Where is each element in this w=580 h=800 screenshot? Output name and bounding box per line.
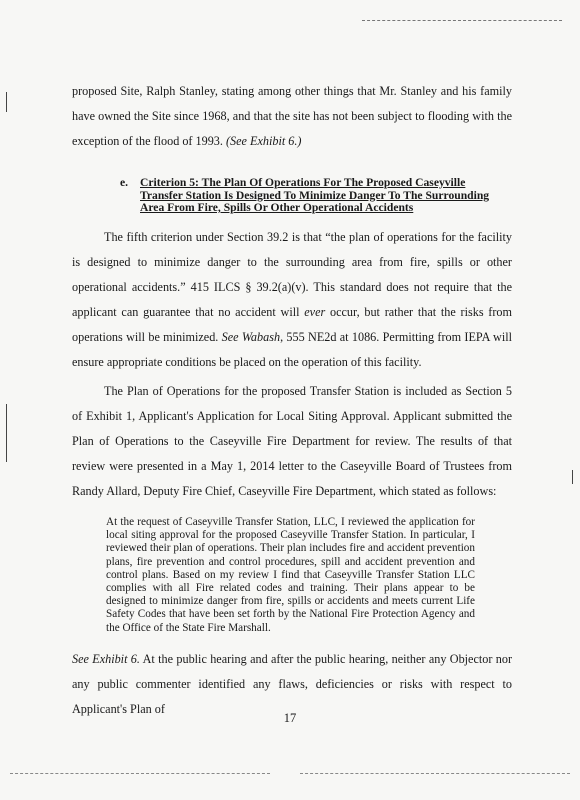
paragraph-2-text: occur, but rather that the risks from operations will be minimized.: [72, 305, 512, 344]
margin-mark: [6, 92, 7, 112]
paragraph-3: The Plan of Operations for the proposed Transfer Station is included as Section 5 of Exhibit 1, Applicant's Application for Local Siting Approval. Applicant submitted the Plan of Operations to the Caseyville Fire Department for review. The results of that review were presented in a May 1, 2014 letter to the Caseyville Board of Trustees from Randy Allard, Deputy Fire Chief, Caseyville Fire Department, which stated as follows:: [72, 384, 512, 498]
paragraph-4-text: At the public hearing and after the public hearing, neither any Objector nor any public commenter identified any flaws, deficiencies or risks with respect to Applicant's Plan of: [72, 652, 513, 716]
paragraph-2-text: , 555 NE2d at 1086. Permitting from IEPA will ensure appropriate conditions be placed on the operation of this facility.: [72, 330, 512, 369]
exhibit-citation: (See Exhibit 6.): [226, 134, 302, 148]
heading-letter: e.: [120, 176, 129, 189]
paragraph-1-text: proposed Site, Ralph Stanley, stating among other things that Mr. Stanley and his family have owned the Site since 1968, and that the site has not been subject to flooding with the exception of the flood of 1993.: [72, 84, 512, 148]
block-quote: At the request of Caseyville Transfer Station, LLC, I reviewed the application for local siting approval for the proposed Caseyville Transfer Station. In particular, I reviewed their plan of operations. Their plan includes fire and accident prevention plans, fire prevention and control procedures, spill and accident prevention and control plans. Based on my review I find that Caseyville Transfer Station LLC complies with all Fire related codes and training. Their plans appear to be designed to minimize danger from fire, spills or accidents and meets current Life Safety Codes that have been set forth by the National Fire Protection Agency and the Office of the State Fire Marshall.: [106, 516, 475, 634]
emphasis-ever: ever: [304, 305, 326, 319]
exhibit-citation: See Exhibit 6.: [72, 652, 140, 666]
paragraph-1: [72, 79, 512, 154]
paragraph-2: [72, 225, 512, 375]
section-heading: [120, 177, 500, 215]
page-number: 17: [283, 711, 297, 725]
heading-text: Criterion 5: The Plan Of Operations For The Proposed Caseyville Transfer Station Is Designed To Minimize Danger To The Surrounding Area From Fire, Spills Or Other Operational Accidents: [140, 176, 490, 214]
margin-mark: [6, 404, 7, 462]
case-citation: See Wabash: [221, 330, 281, 344]
scan-edge-bottom: [10, 773, 270, 774]
scan-edge-top: [362, 20, 562, 21]
scan-edge-bottom: [300, 773, 570, 774]
paragraph-2-text: The fifth criterion under Section 39.2 is that “the plan of operations for the facility is designed to minimize danger to the surrounding area from fire, spills or other operational accidents.” 415 ILCS § 39.2(a)(v). This standard does not require that the applicant can guarantee that no accident will: [72, 230, 512, 319]
margin-mark: [572, 470, 573, 484]
